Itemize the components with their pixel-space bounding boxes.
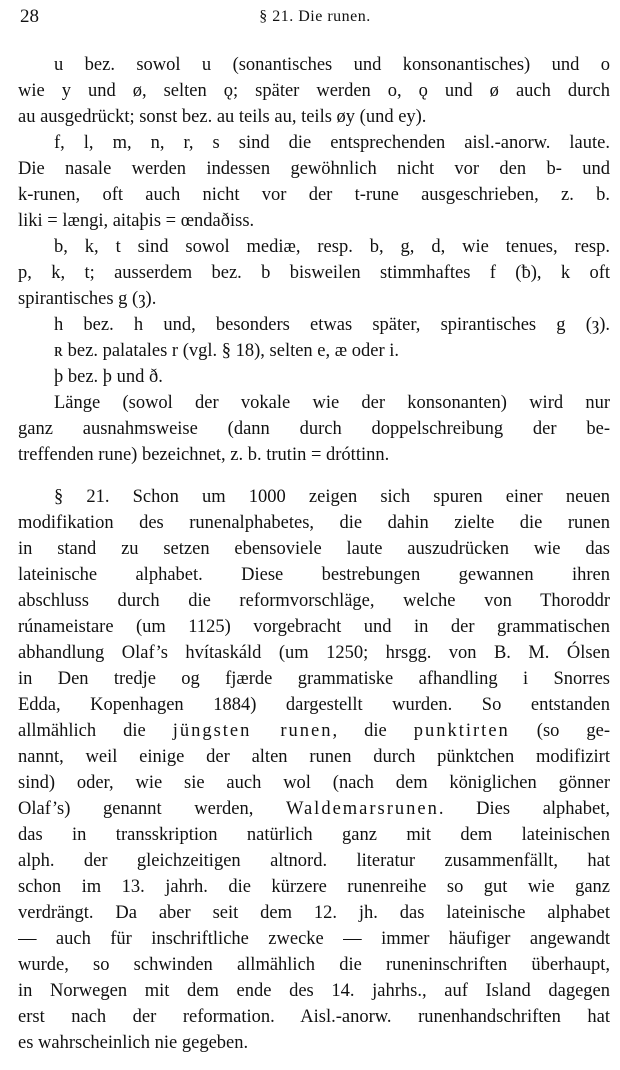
page-header [20,6,610,32]
text-line: erst nach der reformation. Aisl.-anorw. runenhandschriften hat [18,1007,610,1027]
text-line: ʀ bez. palatales r (vgl. § 18), selten e, æ oder i. [54,341,399,361]
text-line: p, k, t; ausserdem bez. b bisweilen stimmhaftes f (ƀ), k oft [18,263,610,283]
text-run: allmählich die [18,721,173,741]
text-line: k-runen, oft auch nicht vor der t-rune ausgeschrieben, z. b. [18,185,610,205]
text-line: Länge (sowol der vokale wie der konsonanten) wird nur [54,393,610,413]
rune-values-text [18,52,610,468]
text-run: . Dies alphabet, [438,799,610,819]
text-line: þ bez. þ und ð. [54,367,163,387]
spaced-term: Waldemarsrunen [285,799,439,819]
text-line: treffenden rune) bezeichnet, z. b. trutin = dróttinn. [18,445,390,465]
text-line: in stand zu setzen ebensoviele laute auszudrücken wie das [18,539,610,559]
text-line: verdrängt. Da aber seit dem 12. jh. das lateinische alphabet [18,903,610,923]
page-number: 28 [20,6,39,27]
text-line: nannt, weil einige der alten runen durch pünktchen modifizirt [18,747,610,767]
text-line: wie y und ø, selten ǫ; später werden o, ǫ und ø auch durch [18,81,610,101]
section-21 [18,484,610,1056]
text-line: spirantisches g (ȝ). [18,289,157,309]
text-line: Die nasale werden indessen gewöhnlich nicht vor den b- und [18,159,610,179]
text-line: modifikation des runenalphabetes, die dahin zielte die runen [18,513,610,533]
text-line: in Den tredje og fjærde grammatiske afhandling i Snorres [18,669,610,689]
text-run: , die [332,721,414,741]
text-line: h bez. h und, besonders etwas später, spirantisches g (ȝ). [54,315,610,335]
text-line: — auch für inschriftliche zwecke — immer häufiger angewandt [18,929,610,949]
text-line: ganz ausnahmsweise (dann durch doppelschreibung der be- [18,419,610,439]
text-line: sind) oder, wie sie auch wol (nach dem königlichen gönner [18,773,610,793]
running-head: § 21. Die runen. [259,8,371,25]
text-line: u bez. sowol u (sonantisches und konsonantisches) und o [54,55,610,75]
text-line: abschluss durch die reformvorschläge, welche von Thoroddr [18,591,610,611]
text-line: schon im 13. jahrh. die kürzere runenreihe so gut wie ganz [18,877,610,897]
text-line: wurde, so schwinden allmählich die runeninschriften überhaupt, [18,955,610,975]
text-line: das in transskription natürlich ganz mit dem lateinischen [18,825,610,845]
text-line: § 21. Schon um 1000 zeigen sich spuren einer neuen [54,487,610,507]
text-line: alph. der gleichzeitigen altnord. literatur zusammenfällt, hat [18,851,610,871]
text-line: abhandlung Olaf’s hvítaskáld (um 1250; hrsgg. von B. M. Ólsen [18,643,610,663]
text-run: Olaf’s) genannt werden, [18,799,286,819]
text-line: rúnameistare (um 1125) vorgebracht und in der grammatischen [18,617,610,637]
text-line [18,796,610,822]
text-line: au ausgedrückt; sonst bez. au teils au, teils øy (und ey). [18,107,427,127]
text-run: (so ge- [509,721,610,741]
text-line: lateinische alphabet. Diese bestrebungen gewannen ihren [18,565,610,585]
text-line: es wahrscheinlich nie gegeben. [18,1033,249,1053]
text-line: in Norwegen mit dem ende des 14. jahrhs., auf Island dagegen [18,981,610,1001]
spaced-term: punktirten [413,721,510,741]
text-line: liki = længi, aitaþis = œndaðiss. [18,211,255,231]
text-line: f, l, m, n, r, s sind die entsprechenden aisl.-anorw. laute. [54,133,610,153]
text-line: Edda, Kopenhagen 1884) dargestellt wurden. So entstanden [18,695,610,715]
text-line: b, k, t sind sowol mediæ, resp. b, g, d, wie tenues, resp. [54,237,610,257]
spaced-term: jüngsten runen [172,721,333,741]
text-line [18,718,610,744]
